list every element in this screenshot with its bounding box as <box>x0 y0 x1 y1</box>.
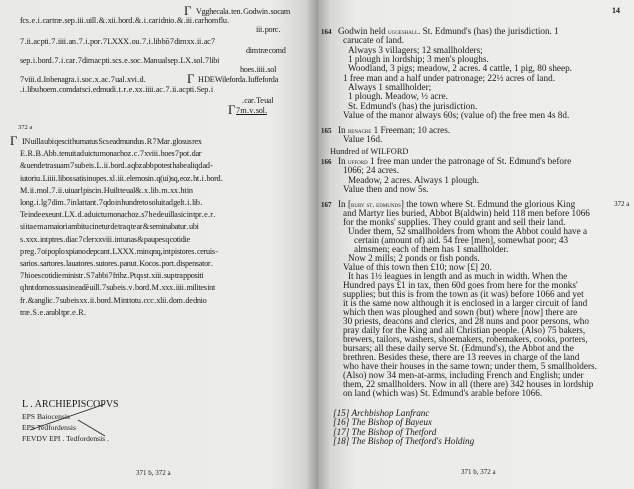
latin-line: q hnt domos suas in eadē uill . 7 sub eis . v . bord . M . xxx . iiii . milites int <box>20 283 215 293</box>
latin-line: 7 viii . d . In benagra . i . soc . x . ac . 7 ual . xvi . d . <box>20 75 146 84</box>
text: 1 plough. Meadow, ½ acre. <box>348 91 448 102</box>
text: In <box>338 156 348 166</box>
text: Value 16d. <box>343 133 383 144</box>
margin-reference: 372 a <box>18 124 33 131</box>
latin-line: . car . Te ual <box>242 96 274 105</box>
chapter-heading-latin: FEVDV EPI . Tedfordensis . <box>22 434 109 443</box>
text: and Martyr lies buried, Abbot B(aldwin) held 118 men before 1066 <box>343 208 590 218</box>
text: 30 priests, deacons and clerics, and 28 nuns and poor persons, who <box>343 316 589 326</box>
text: 1 Freeman; 10 acres. <box>371 124 451 135</box>
page-footer: 371 b, 372 a <box>136 469 171 477</box>
text: 1 free man under the patronage of St. Edmund's before <box>367 156 572 166</box>
chapter-heading: [16] The Bishop of Bayeux <box>333 417 433 428</box>
page-number: 14 <box>612 6 620 15</box>
text: certain (amount of) aid. 54 free [men], somewhat poor; 43 <box>354 235 569 245</box>
latin-line: 7 m . v . sol . <box>236 106 267 115</box>
latin-line: dim træ comd <box>246 46 286 55</box>
text: ] the town where St. Edmund the glorious King <box>400 199 576 209</box>
text: 1 free man and a half under patronage; 22½ acres of land. <box>343 72 555 83</box>
text: Value then and now 5s. <box>343 184 429 195</box>
latin-line: & uende tra suam 7 sub eis . L . ii . bord . a qbz abb potest habe aliqd ad - <box>20 161 213 171</box>
text: 1066; 24 acres. <box>343 165 399 176</box>
latin-line: si ita e m a maiori ambitu cinetur de tra q te ar & seminabatur . ubi <box>20 222 199 232</box>
entry-number: 164 <box>321 28 332 36</box>
text: (Also) now 34 men-at-arms, including French and English; under <box>343 370 584 380</box>
text: carucate of land. <box>343 35 404 46</box>
text: them, 22 smallholders. Now in all (there are) 342 houses in lordship <box>343 379 594 389</box>
entry-number: 166 <box>321 158 332 166</box>
entry-number: 167 <box>321 201 332 209</box>
text: . St. Edmund's (has) the jurisdiction. 1 <box>418 26 559 36</box>
latin-line: p reg . 7 oi poplo xpiano depcant . LXXX . min qnq, int pistores . ceruis - <box>20 246 218 256</box>
text: Now 2 mills; 2 ponds or fish ponds. <box>348 253 480 263</box>
place-name: bury st. edmunds <box>351 200 401 209</box>
text: it is the same now although it is enclosed in a larger circuit of land <box>343 298 588 308</box>
paragraph-mark: Г <box>228 102 236 117</box>
chapter-heading-latin: EPS Baiocensis <box>22 412 70 421</box>
chapter-heading: [17] The Bishop of Thetford <box>333 426 437 437</box>
translation-line <box>343 389 542 398</box>
latin-line: fr . & anglic . 7 sub eis xx . ii . bord . M int totu . ccc . xlii . dom . de dnio <box>20 295 207 305</box>
latin-line: long . i . lg 7 dim . 7 in lat tant . 7 qdo in hundreto soluit ad gelt . i . lib . <box>20 198 202 207</box>
paragraph-mark: Г <box>184 3 192 18</box>
latin-line: M . ii . mol . 7 . ii . uiuar l piscin . H uilt te ual& . x . lib . m . xx . ht in <box>20 185 193 195</box>
latin-line: Vgghecala . ten . Godwin . socam <box>196 7 290 16</box>
text: who have their houses in the same town; under them, 5 smallholders. <box>343 361 597 371</box>
translation-line <box>343 185 428 194</box>
latin-line: hoes . iiii . sol <box>240 65 277 74</box>
text: St. Edmund's (has) the jurisdiction. <box>348 100 478 111</box>
latin-line: . i . libu hoem . comdat sci . edmudi . t . r . e . xx . iiii . ac . 7 . ii . ac pti . Sep . i <box>20 85 213 94</box>
text: 1 plough in lordship; 3 men's ploughs. <box>348 54 489 65</box>
text: Woodland, 3 pigs; meadow, 2 acres. 4 cattle, 1 pig, 80 sheep. <box>348 63 572 74</box>
text: Under them, 52 smallholders from whom the Abbot could have a <box>348 226 588 236</box>
text: Value of this town then £10; now [£] 20. <box>343 262 492 272</box>
entry-number: 165 <box>321 126 332 135</box>
latin-line: E . R . B . Abb . tenuit ad uictu monachoz . c . 7 xviii . hoes 7 pot . dar <box>20 149 202 159</box>
latin-line: 7 . ii . ac pti . 7 . iiii . an . 7 . i . por . 7 LXXX . ou . 7 . i . lib hō 7 dim xx . ii . ac 7 <box>20 37 215 46</box>
text: bursars; all these daily serve St. (Edmund's), the Abbot and the <box>343 343 574 353</box>
text: Always 1 smallholder; <box>348 82 432 93</box>
paragraph-mark: Г <box>10 133 18 148</box>
page-footer: 371 b, 372 a <box>461 468 496 476</box>
latin-line: Te inde exeunt . LX . d . ad uictu monachoz . s7 h e de uilla sic in tpr . e . r . <box>20 210 215 220</box>
text: In <box>338 124 348 135</box>
text: brethren. Besides these, there are 13 reeves in charge of the land <box>343 352 580 362</box>
chapter-heading-latin: L . ARCHIEPISCOPVS <box>22 399 119 410</box>
chapter-heading-latin: EPS Tedfordensis <box>22 423 76 432</box>
text: brewers, tailors, washers, shoemakers, robemakers, cooks, porters, <box>343 334 588 344</box>
text: on land (which was) St. Edmund's arable before 1066. <box>343 388 543 398</box>
latin-line: træ . S . e . arabl tpr . e . R . <box>20 307 86 317</box>
chapter-heading: [15] Archbishop Lanfranc <box>333 408 430 418</box>
latin-line: 7 hi oes cotidie ministr . S 7 abbi 7 fribz . Pt qs st . xiii . sup tra ppositi <box>20 271 204 281</box>
text: Godwin held <box>338 26 389 36</box>
text: In [ <box>338 199 352 209</box>
paragraph-mark: Г <box>187 71 195 86</box>
place-name: ufford <box>347 157 368 166</box>
place-name: benacre <box>347 125 372 135</box>
latin-line: sarios . sartores . lauatores . sutores . panut . Kocos . port . dispensator . <box>20 259 213 268</box>
hundred-heading: Hundred of WILFORD <box>330 147 409 156</box>
margin-reference: 372 a <box>614 200 630 208</box>
text: pray daily for the King and all Christian people. (Also) 75 bakers, <box>343 325 586 335</box>
latin-line: sep . i . bord . 7 . i . car . 7 dim ac pti . scs . e . soc . Man ual sep . LX . sol . 7 libi <box>20 56 220 65</box>
chapter-heading: [18] The Bishop of Thetford's Holding <box>333 435 475 446</box>
text: for the monks' supplies. They could grant and sell their land. <box>343 217 566 227</box>
text: Always 3 villagers; 12 smallholders; <box>348 44 483 55</box>
latin-line: iutoriu . Liiii . libos satis inopes . xl . iii . elemosin . q(ui)sq, eoz . ht . i . bord . <box>20 173 223 183</box>
text: Hundred pays £1 in tax, then 60d goes from here for the monks' <box>343 280 578 290</box>
latin-line: iii . porc . <box>256 25 281 34</box>
place-name: uggeshall <box>388 27 419 36</box>
latin-line: H DE Wileforda . Iuffeforda <box>198 75 278 84</box>
translation-page <box>318 0 634 489</box>
latin-line: fcs . e . i . car træ . sep . iii . uill . & . xii . bord . & . i . car i dnio . & . iii . car hom flu . <box>20 16 229 25</box>
text: almsmen; each of them has 1 smallholder. <box>354 244 509 254</box>
text: which then was ploughed and sown (but) where [now] there are <box>343 307 578 317</box>
text: Value of the manor always 60s; (value of) the free men 4s 8d. <box>343 110 570 121</box>
translation-line <box>343 111 569 120</box>
latin-line: IN uilla ubi qescit humatus Scs eadmundus . R 7 Mar . glosus rex <box>22 137 202 146</box>
text: supplies; but this is from the town as (it was) before 1066 and yet <box>343 289 584 299</box>
text: Meadow, 2 acres. Always 1 plough. <box>348 174 480 185</box>
translation-line <box>343 135 382 144</box>
text: It has 1½ leagues in length and as much in width. When the <box>348 271 568 281</box>
latin-line: s . xxx . int ptres . diac 7 cler xxviii . int unas & paupes q cotidie <box>20 234 190 244</box>
